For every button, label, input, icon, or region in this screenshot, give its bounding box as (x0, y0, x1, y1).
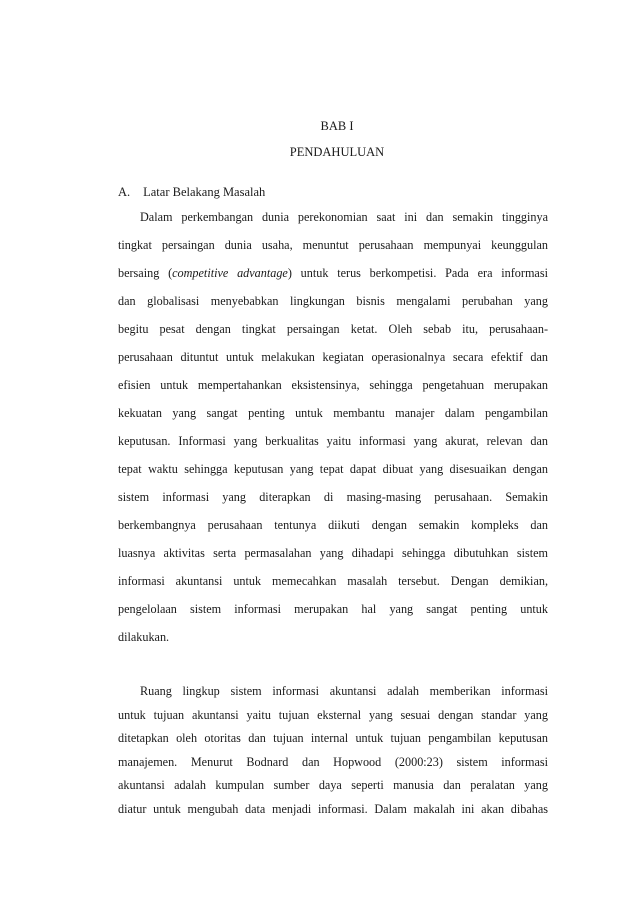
section-heading (118, 185, 265, 200)
paragraph-line: berkembangnya perusahaan tentunya diikuti dengan semakin kompleks dan (118, 518, 548, 532)
italic-term: competitive advantage (172, 266, 288, 280)
paragraph-line: keputusan. Informasi yang berkualitas yaitu informasi yang akurat, relevan dan (118, 434, 548, 448)
chapter-number: BAB I (320, 119, 354, 133)
paragraph-line: sistem informasi yang diterapkan di masing-masing perusahaan. Semakin (118, 490, 548, 504)
paragraph-line: tepat waktu sehingga keputusan yang tepat dapat dibuat yang disesuaikan dengan (118, 462, 548, 476)
paragraph-line: perusahaan dituntut untuk melakukan kegiatan operasionalnya secara efektif dan (118, 350, 548, 364)
paragraph-line: ditetapkan oleh otoritas dan tujuan internal untuk tujuan pengambilan keputusan (118, 731, 548, 745)
paragraph-line: efisien untuk mempertahankan eksistensinya, sehingga pengetahuan merupakan (118, 378, 548, 392)
paragraph-line-with-italic (118, 259, 548, 287)
paragraph-background (118, 203, 548, 651)
paragraph-line: manajemen. Menurut Bodnard dan Hopwood (2000:23) sistem informasi (118, 754, 548, 769)
paragraph-line: informasi akuntansi untuk memecahkan masalah tersebut. Dengan demikian, (118, 574, 548, 588)
paragraph-line: akuntansi adalah kumpulan sumber daya seperti manusia dan peralatan yang (118, 778, 548, 792)
paragraph-line: pengelolaan sistem informasi merupakan hal yang sangat penting untuk (118, 602, 548, 616)
chapter-title: PENDAHULUAN (289, 145, 385, 159)
paragraph-line: kekuatan yang sangat penting untuk membantu manajer dalam pengambilan (118, 406, 548, 420)
paragraph-line: Ruang lingkup sistem informasi akuntansi adalah memberikan informasi (140, 684, 548, 698)
paragraph-line: begitu pesat dengan tingkat persaingan ketat. Oleh sebab itu, perusahaan- (118, 322, 548, 336)
section-title: Latar Belakang Masalah (143, 185, 266, 199)
text-segment: ) untuk terus berkompetisi. Pada era informasi (287, 266, 548, 280)
paragraph-line: dan globalisasi menyebabkan lingkungan bisnis mengalami perubahan yang (118, 294, 548, 308)
paragraph-line: diatur untuk mengubah data menjadi informasi. Dalam makalah ini akan dibahas (118, 801, 548, 816)
text-segment: bersaing ( (118, 266, 173, 280)
section-number: A. (118, 185, 131, 199)
paragraph-line: Dalam perkembangan dunia perekonomian saat ini dan semakin tingginya (140, 210, 548, 224)
paragraph-line: luasnya aktivitas serta permasalahan yang dihadapi sehingga dibutuhkan sistem (118, 546, 548, 560)
paragraph-line: dilakukan. (118, 630, 170, 644)
paragraph-scope (118, 680, 548, 821)
paragraph-line: untuk tujuan akuntansi yaitu tujuan eksternal yang sesuai dengan standar yang (118, 707, 548, 722)
paragraph-line: tingkat persaingan dunia usaha, menuntut perusahaan mempunyai keunggulan (118, 238, 548, 252)
